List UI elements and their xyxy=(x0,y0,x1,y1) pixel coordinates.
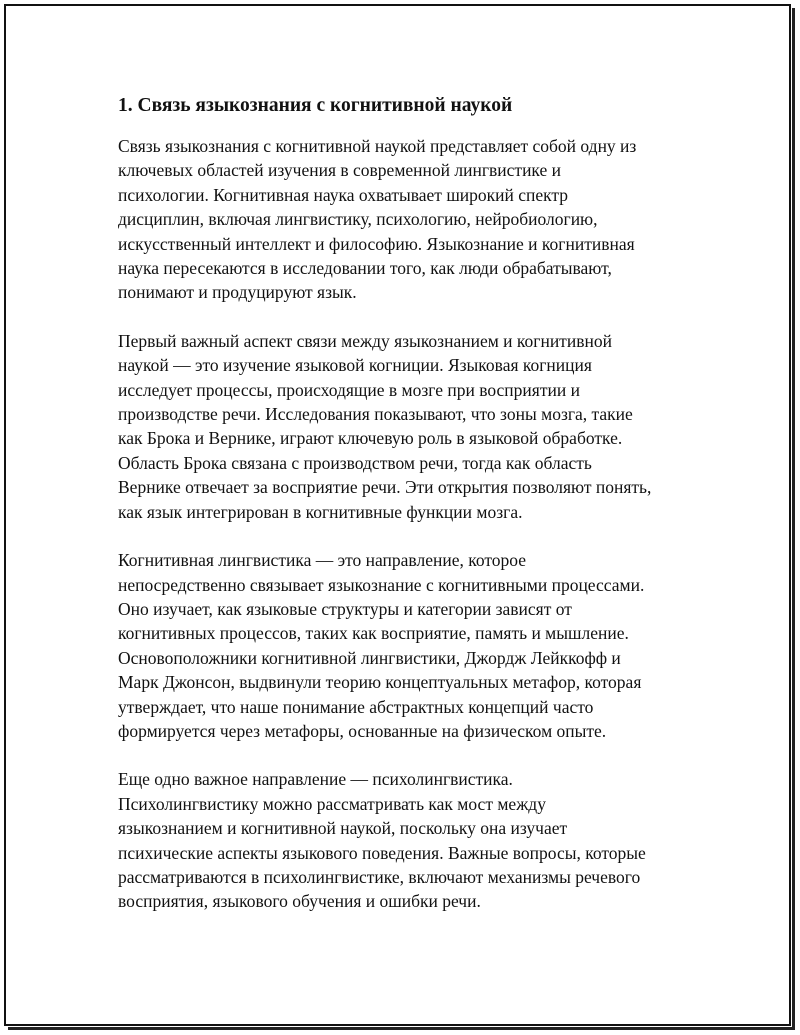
text-line: понимают и продуцируют язык. xyxy=(118,282,357,303)
text-line: дисциплин, включая лингвистику, психологию, нейробиологию, xyxy=(118,209,598,230)
text-line: ключевых областей изучения в современной лингвистике и xyxy=(118,160,562,181)
paragraph-2 xyxy=(118,329,688,524)
text-line: языкознанием и когнитивной наукой, поскольку она изучает xyxy=(118,818,568,839)
text-line: Оно изучает, как языковые структуры и категории зависят от xyxy=(118,598,572,619)
text-line: формируется через метафоры, основанные на физическом опыте. xyxy=(118,720,607,741)
text-line: наука пересекаются в исследовании того, как люди обрабатывают, xyxy=(118,258,612,279)
text-line: когнитивных процессов, таких как восприятие, память и мышление. xyxy=(118,623,629,644)
text-line: Связь языкознания с когнитивной наукой представляет собой одну из xyxy=(118,136,637,156)
text-line: рассматриваются в психолингвистике, включают механизмы речевого xyxy=(118,866,641,887)
text-line: как язык интегрирован в когнитивные функции мозга. xyxy=(118,501,523,522)
text-line: Область Брока связана с производством речи, тогда как область xyxy=(118,452,592,473)
document-body xyxy=(118,92,688,938)
text-line: Еще одно важное направление — психолингвистика. xyxy=(118,769,513,790)
text-line: производстве речи. Исследования показывают, что зоны мозга, такие xyxy=(118,404,633,425)
text-line: наукой — это изучение языковой когниции. Языковая когниция xyxy=(118,355,592,376)
text-line: Вернике отвечает за восприятие речи. Эти открытия позволяют понять, xyxy=(118,477,652,498)
paragraph-1 xyxy=(118,134,688,305)
text-line: Первый важный аспект связи между языкознанием и когнитивной xyxy=(118,330,612,351)
text-line: непосредственно связывает языкознание с когнитивными процессами. xyxy=(118,574,645,595)
text-line: исследует процессы, происходящие в мозге при восприятии и xyxy=(118,379,580,400)
text-line: Психолингвистику можно рассматривать как мост между xyxy=(118,793,546,814)
text-line: как Брока и Вернике, играют ключевую роль в языковой обработке. xyxy=(118,428,623,449)
paragraph-3 xyxy=(118,548,688,743)
text-line: психические аспекты языкового поведения. Важные вопросы, которые xyxy=(118,842,646,863)
text-line: восприятия, языкового обучения и ошибки речи. xyxy=(118,891,481,912)
text-line: утверждает, что наше понимание абстрактных концепций часто xyxy=(118,696,594,717)
section-title: 1. Связь языкознания с когнитивной наукой xyxy=(118,95,513,116)
text-line: Когнитивная лингвистика — это направление, которое xyxy=(118,550,526,571)
text-line: психологии. Когнитивная наука охватывает широкий спектр xyxy=(118,184,569,205)
text-line: искусственный интеллект и философию. Языкознание и когнитивная xyxy=(118,233,635,254)
text-line: Марк Джонсон, выдвинули теорию концептуальных метафор, которая xyxy=(118,672,642,693)
paragraph-4 xyxy=(118,767,688,913)
text-line: Основоположники когнитивной лингвистики, Джордж Лейккофф и xyxy=(118,647,621,668)
